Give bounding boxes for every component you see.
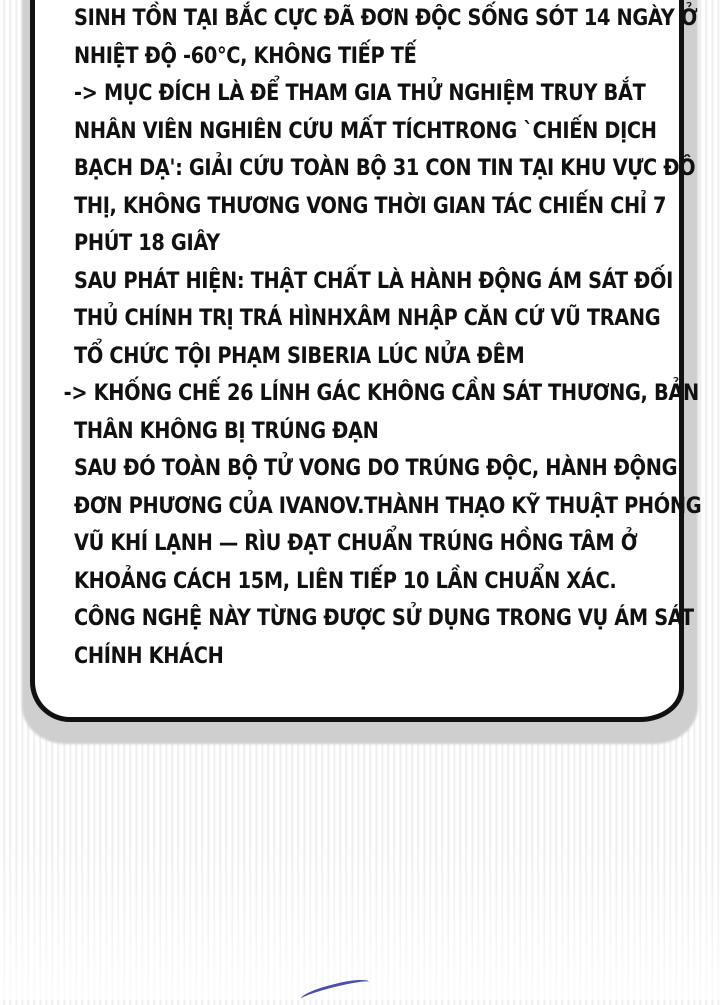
bubble-text-line: SAU PHÁT HIỆN: THẬT CHẤT LÀ HÀNH ĐỘNG ÁM SÁT ĐỐI	[74, 267, 673, 294]
bubble-text-line: TỔ CHỨC TỘI PHẠM SIBERIA LÚC NỬA ĐÊM	[74, 342, 525, 369]
background-fade	[0, 840, 720, 1000]
bubble-text-line: SAU ĐÓ TOÀN BỘ TỬ VONG DO TRÚNG ĐỘC, HÀNH ĐỘNG	[74, 455, 678, 481]
bubble-text-line: THỦ CHÍNH TRỊ TRÁ HÌNHXÂM NHẬP CĂN CỨ VŨ TRANG	[74, 305, 661, 331]
bubble-text-line: -> MỤC ĐÍCH LÀ ĐỂ THAM GIA THỬ NGHIỆM TRUY BẮT	[74, 80, 646, 106]
bubble-text-line: SINH TỒN TẠI BẮC CỰC ĐÃ ĐƠN ĐỘC SỐNG SÓT 14 NGÀY Ở	[74, 5, 698, 31]
bubble-text-line: -> KHỐNG CHẾ 26 LÍNH GÁC KHÔNG CẦN SÁT THƯƠNG, BẢN	[63, 380, 699, 406]
bubble-text-line: NHIỆT ĐỘ -60°C, KHÔNG TIẾP TẾ	[74, 42, 417, 69]
bubble-text-line: NHÂN VIÊN NGHIÊN CỨU MẤT TÍCHTRONG `CHIẾN DỊCH	[74, 117, 657, 144]
bubble-text-line: KHOẢNG CÁCH 15M, LIÊN TIẾP 10 LẦN CHUẨN XÁC.	[74, 567, 617, 594]
bubble-text	[63, 0, 702, 675]
bubble-text-line: THỊ, KHÔNG THƯƠNG VONG THỜI GIAN TÁC CHIẾN CHỈ 7	[74, 192, 667, 219]
bubble-text-line: BẠCH DẠ': GIẢI CỨU TOÀN BỘ 31 CON TIN TẠI KHU VỰC ĐÔ	[74, 155, 696, 181]
bubble-text-line: CHÍNH KHÁCH	[74, 642, 224, 669]
bubble-text-line: VŨ KHÍ LẠNH — RÌU ĐẠT CHUẨN TRÚNG HỒNG TÂM Ở	[74, 530, 638, 556]
bubble-text-line: CÔNG NGHỆ NÀY TỪNG ĐƯỢC SỬ DỤNG TRONG VỤ ÁM SÁT	[74, 605, 694, 631]
bubble-text-line: THÂN KHÔNG BỊ TRÚNG ĐẠN	[74, 417, 379, 444]
bubble-text-line: PHÚT 18 GIÂY	[74, 230, 220, 256]
bubble-text-line: ĐƠN PHƯƠNG CỦA IVANOV.THÀNH THẠO KỸ THUẬT PHÓNG	[74, 492, 702, 519]
